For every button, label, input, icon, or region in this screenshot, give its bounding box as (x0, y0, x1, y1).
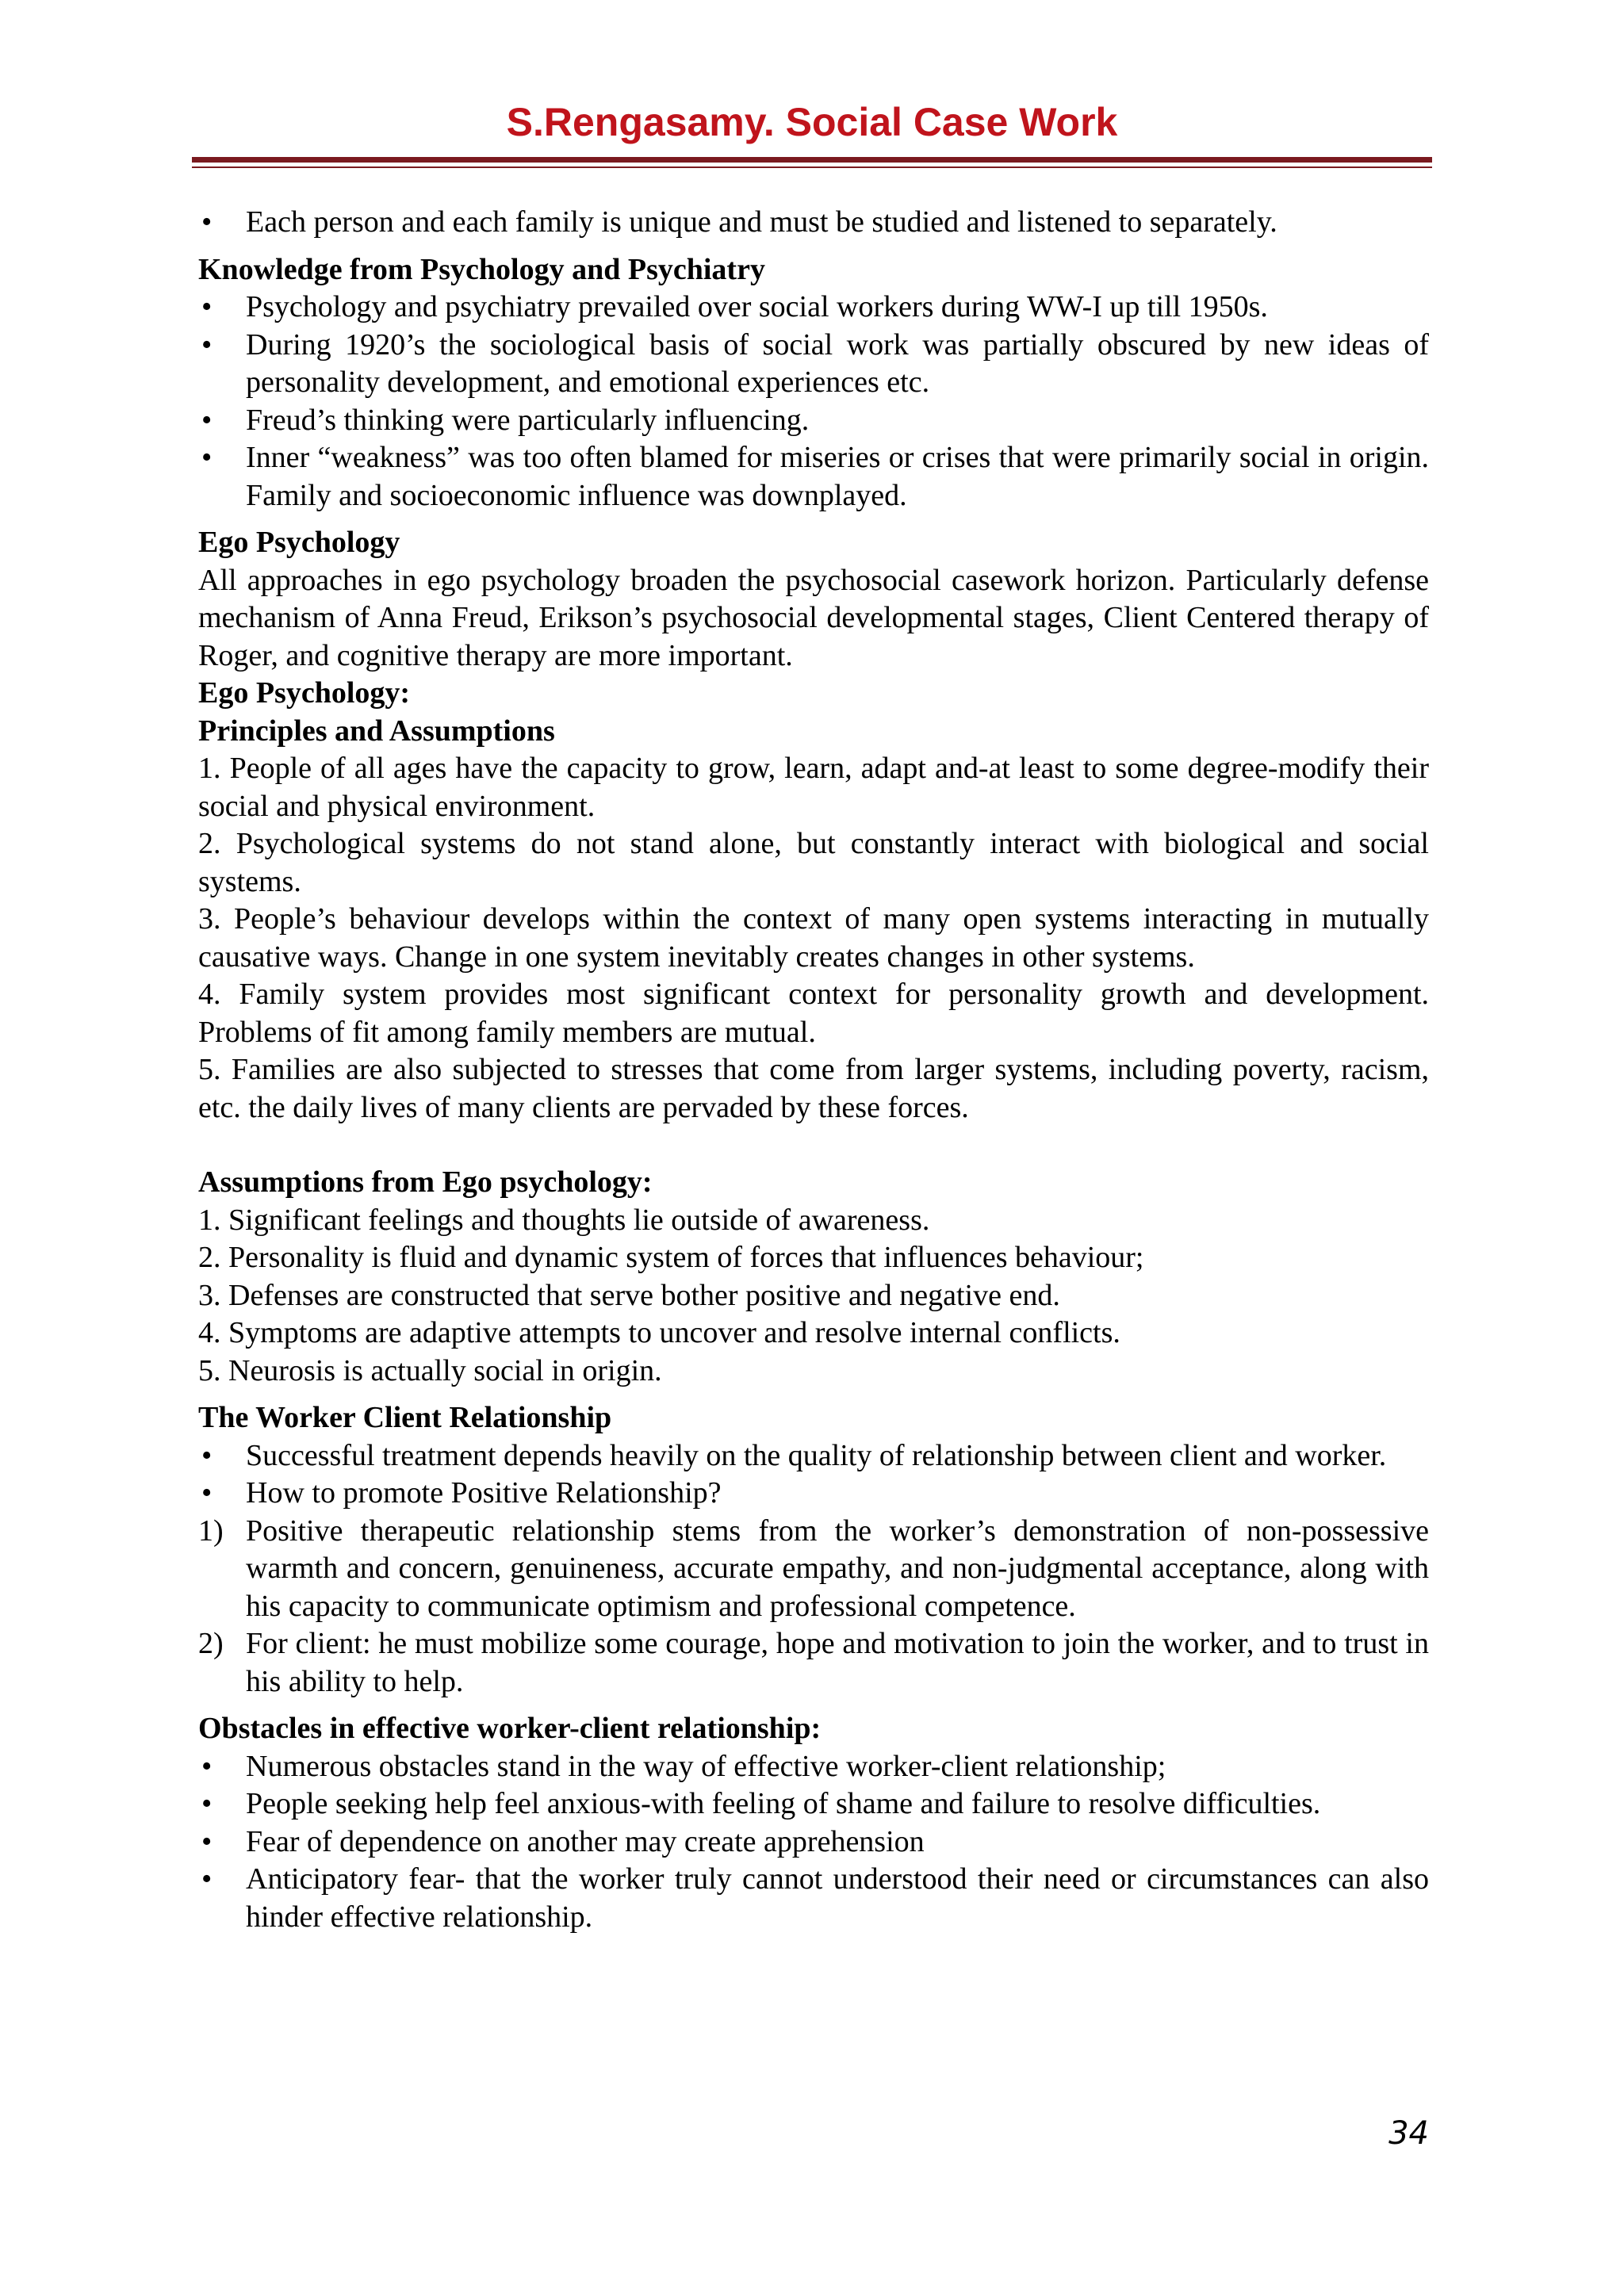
list-item: • Fear of dependence on another may create apprehension (198, 1823, 1429, 1862)
list-item: • Inner “weakness” was too often blamed for miseries or crises that were primarily social in origin. Family and socioeconomic influence was downplayed. (198, 439, 1429, 515)
assumption-item: 1. Significant feelings and thoughts lie outside of awareness. (198, 1203, 930, 1237)
psychology-bullet-list (198, 289, 1429, 515)
list-text: Positive therapeutic relationship stems from the worker’s demonstration of non-possessive warmth and concern, genuineness, accurate empathy, and non-judgmental acceptance, along with his capacity to communicate optimism and professional competence. (246, 1513, 1429, 1623)
section-heading-worker-client: The Worker Client Relationship (198, 1401, 612, 1434)
section-heading-assumptions: Assumptions from Ego psychology: (198, 1165, 653, 1199)
header-rule-thick (192, 157, 1432, 163)
section-heading-principles: Principles and Assumptions (198, 714, 555, 748)
list-text: For client: he must mobilize some courage, hope and motivation to join the worker, and to trust in his ability to help. (246, 1627, 1429, 1698)
principle-item: 4. Family system provides most significant context for personality growth and development. Problems of fit among family members are mutual. (198, 978, 1429, 1049)
worker-client-bullet-list (198, 1437, 1429, 1513)
ego-psychology-paragraph: All approaches in ego psychology broaden the psychosocial casework horizon. Particularly defense mechanism of Anna Freud, Erikson’s psychosocial developmental stages, Client Centered therapy of Roger, and cognitive therapy are more important. (198, 563, 1429, 672)
worker-client-numbered-list (198, 1513, 1429, 1701)
list-item: • Anticipatory fear- that the worker truly cannot understood their need or circumstances can also hinder effective relationship. (198, 1861, 1429, 1936)
list-number: 2) (198, 1627, 224, 1660)
principle-item: 2. Psychological systems do not stand alone, but constantly interact with biological and social systems. (198, 827, 1429, 898)
principle-item: 5. Families are also subjected to stresses that come from larger systems, including poverty, racism, etc. the daily lives of many clients are pervaded by these forces. (198, 1053, 1429, 1124)
section-heading-ego-psychology: Ego Psychology (198, 526, 400, 559)
list-item (198, 1513, 1429, 1626)
section-heading-ego-psychology-colon: Ego Psychology: (198, 676, 411, 710)
list-item: • Freud’s thinking were particularly influencing. (198, 402, 1429, 440)
list-item: • Numerous obstacles stand in the way of effective worker-client relationship; (198, 1748, 1429, 1786)
list-item: • How to promote Positive Relationship? (198, 1475, 1429, 1513)
list-item: • People seeking help feel anxious-with feeling of shame and failure to resolve difficulties. (198, 1785, 1429, 1823)
list-item: • Each person and each family is unique and must be studied and listened to separately. (198, 204, 1429, 242)
intro-bullet-list (198, 204, 1429, 242)
section-heading-obstacles: Obstacles in effective worker-client relationship: (198, 1712, 822, 1745)
obstacles-bullet-list (198, 1748, 1429, 1937)
list-item: • Successful treatment depends heavily on the quality of relationship between client and worker. (198, 1437, 1429, 1475)
assumption-item: 4. Symptoms are adaptive attempts to uncover and resolve internal conflicts. (198, 1316, 1120, 1349)
list-item: • During 1920’s the sociological basis of social work was partially obscured by new ideas of personality development, and emotional experiences etc. (198, 327, 1429, 402)
assumption-item: 2. Personality is fluid and dynamic system of forces that influences behaviour; (198, 1241, 1144, 1274)
list-item: • Psychology and psychiatry prevailed over social workers during WW-I up till 1950s. (198, 289, 1429, 327)
header-title: S.Rengasamy. Social Case Work (506, 100, 1118, 144)
page-content (198, 204, 1429, 1936)
list-number: 1) (198, 1513, 224, 1548)
list-item (198, 1625, 1429, 1701)
header-rule-thin (192, 166, 1432, 168)
assumption-item: 5. Neurosis is actually social in origin. (198, 1353, 662, 1387)
page-header (192, 94, 1432, 168)
section-heading-psychology: Knowledge from Psychology and Psychiatry (198, 252, 765, 286)
page-number: 34 (1388, 2115, 1429, 2152)
principle-item: 1. People of all ages have the capacity to grow, learn, adapt and-at least to some degree-modify their social and physical environment. (198, 752, 1429, 823)
assumption-item: 3. Defenses are constructed that serve bother positive and negative end. (198, 1278, 1060, 1312)
principle-item: 3. People’s behaviour develops within the context of many open systems interacting in mutually causative ways. Change in one system inevitably creates changes in other systems. (198, 902, 1429, 974)
